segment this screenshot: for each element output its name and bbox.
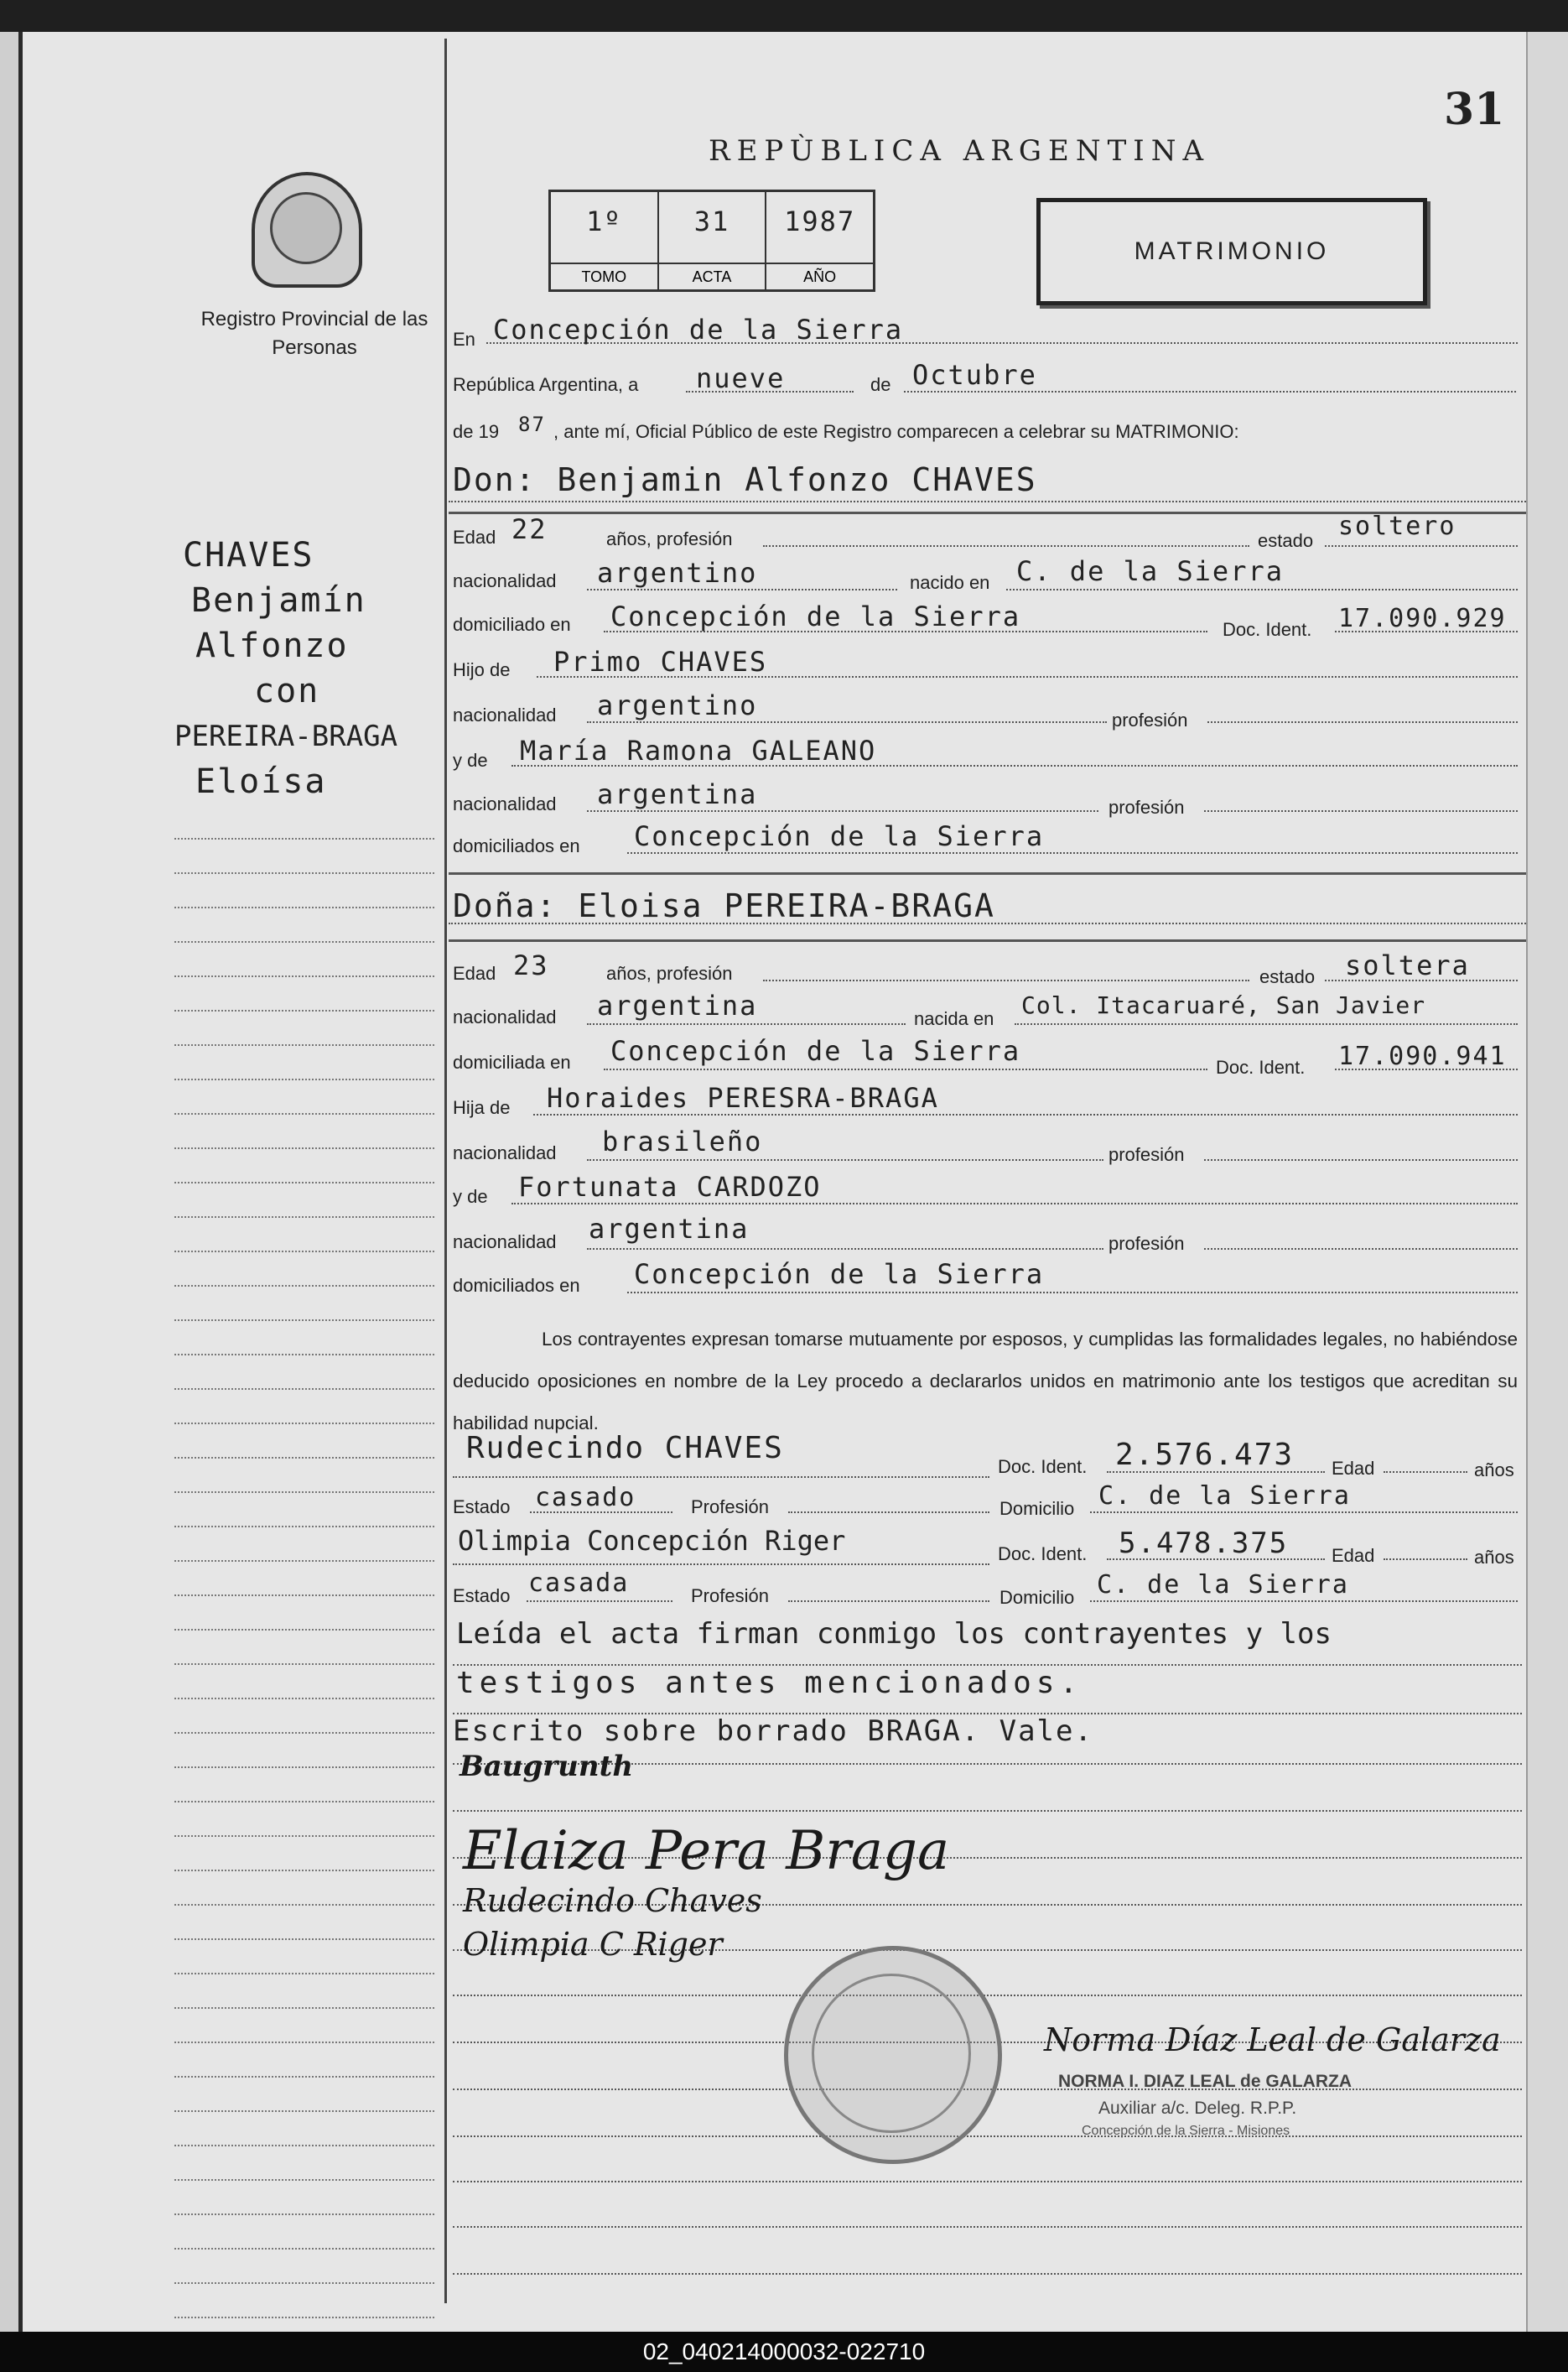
groom-name: Don: Benjamin Alfonzo CHAVES bbox=[453, 461, 1037, 498]
witness-doc-label: Doc. Ident. bbox=[998, 1543, 1088, 1564]
anio-cell bbox=[766, 192, 873, 289]
estado-label: estado bbox=[1259, 966, 1316, 987]
bride-name: Doña: Eloisa PEREIRA-BRAGA bbox=[453, 887, 995, 924]
anios-profesion-label: años, profesión bbox=[606, 963, 733, 984]
nacionalidad-label: nacionalidad bbox=[453, 1231, 557, 1252]
groom-nationality: argentino bbox=[597, 557, 758, 589]
margin-rule bbox=[444, 39, 447, 2303]
witness2-estado: casada bbox=[528, 1568, 630, 1598]
witness-edad-label: Edad bbox=[1332, 1458, 1375, 1479]
registry-name: Registro Provincial de las Personas bbox=[200, 308, 428, 359]
domiciliada-label: domiciliada en bbox=[453, 1052, 571, 1073]
nacionalidad-label: nacionalidad bbox=[453, 793, 557, 814]
groom-father-profession-field bbox=[1207, 696, 1518, 723]
witness1-signature: Rudecindo Chaves bbox=[463, 1882, 762, 1919]
margin-ruled-lines bbox=[174, 805, 434, 2318]
witness1-domicile: C. de la Sierra bbox=[1098, 1481, 1351, 1511]
nacionalidad-label: nacionalidad bbox=[453, 705, 557, 726]
witness2-age-field bbox=[1384, 1533, 1467, 1560]
witness-profesion-label: Profesión bbox=[691, 1585, 769, 1606]
witness2-profession-field bbox=[788, 1575, 989, 1602]
anio-value: 1987 bbox=[784, 205, 856, 237]
acta-label: ACTA bbox=[659, 263, 766, 289]
intro-year: 87 bbox=[518, 413, 546, 436]
witness-edad-label: Edad bbox=[1332, 1545, 1375, 1566]
witness-anios-label: años bbox=[1474, 1459, 1514, 1480]
y-de-label: y de bbox=[453, 750, 488, 771]
official-seal bbox=[784, 1946, 1002, 2164]
witness-doc-label: Doc. Ident. bbox=[998, 1456, 1088, 1477]
intro-month: Octubre bbox=[912, 359, 1037, 391]
margin-note-line: PEREIRA-BRAGA bbox=[174, 720, 398, 753]
groom-signature: Baugrunth bbox=[459, 1750, 634, 1783]
margin-note-line: Alfonzo bbox=[195, 627, 349, 665]
groom-profession-field bbox=[763, 520, 1249, 547]
margin-note bbox=[174, 533, 443, 804]
tomo-cell bbox=[551, 192, 659, 289]
bride-father-nationality: brasileño bbox=[602, 1126, 763, 1157]
witness1-estado: casado bbox=[535, 1483, 636, 1512]
scan-top-edge bbox=[0, 0, 1568, 32]
signature-line bbox=[453, 1966, 1522, 1996]
witness-anios-label: años bbox=[1474, 1547, 1514, 1568]
domiciliados-label: domiciliados en bbox=[453, 835, 580, 856]
signature-line bbox=[453, 2245, 1522, 2275]
nacido-label: nacido en bbox=[910, 572, 990, 593]
margin-note-line: Benjamín bbox=[191, 581, 366, 620]
bride-birthplace: Col. Itacaruaré, San Javier bbox=[1021, 991, 1426, 1019]
previous-page-edge bbox=[0, 32, 18, 2332]
de-label: de bbox=[870, 374, 891, 395]
groom-birthplace: C. de la Sierra bbox=[1016, 555, 1284, 587]
domiciliado-label: domiciliado en bbox=[453, 614, 571, 635]
witness2-signature: Olimpia C Riger bbox=[463, 1926, 723, 1963]
record-reference-box bbox=[548, 190, 875, 292]
profesion-label: profesión bbox=[1109, 1233, 1185, 1254]
edad-label: Edad bbox=[453, 527, 496, 548]
page-title: REPÙBLICA ARGENTINA bbox=[709, 134, 1211, 168]
bride-domicile: Concepción de la Sierra bbox=[610, 1035, 1021, 1067]
witness-domicilio-label: Domicilio bbox=[999, 1587, 1075, 1608]
witness2-name: Olimpia Concepción Riger bbox=[458, 1525, 846, 1557]
margin-note-line: CHAVES bbox=[183, 536, 314, 575]
witness2-doc: 5.478.375 bbox=[1119, 1527, 1289, 1560]
intro-place: Concepción de la Sierra bbox=[493, 314, 904, 346]
hija-label: Hija de bbox=[453, 1097, 511, 1118]
bride-nationality: argentina bbox=[597, 990, 758, 1022]
bride-signature: Elaiza Pera Braga bbox=[463, 1820, 950, 1882]
groom-age: 22 bbox=[511, 513, 548, 545]
year-prefix: de 19 bbox=[453, 421, 500, 442]
bride-age: 23 bbox=[513, 949, 549, 981]
officer-title: Auxiliar a/c. Deleg. R.P.P. bbox=[1098, 2099, 1297, 2118]
closing-line-2: testigos antes mencionados. bbox=[456, 1666, 1083, 1700]
acta-cell bbox=[659, 192, 767, 289]
bride-doc: 17.090.941 bbox=[1338, 1042, 1507, 1071]
signature-line bbox=[453, 2107, 1522, 2137]
bride-mother-nationality: argentina bbox=[589, 1213, 750, 1245]
witness-estado-label: Estado bbox=[453, 1496, 511, 1517]
groom-parents-domicile: Concepción de la Sierra bbox=[634, 820, 1045, 852]
margin-note-line: con bbox=[254, 672, 320, 710]
officer-place: Concepción de la Sierra - Misiones bbox=[1082, 2124, 1290, 2138]
closing-line-3: Escrito sobre borrado BRAGA. Vale. bbox=[453, 1714, 1093, 1748]
bride-mother: Fortunata CARDOZO bbox=[518, 1171, 822, 1203]
intro-text: , ante mí, Oficial Público de este Registro comparecen a celebrar su MATRIMONIO: bbox=[553, 421, 1239, 442]
hijo-label: Hijo de bbox=[453, 659, 511, 680]
officer-name: NORMA I. DIAZ LEAL de GALARZA bbox=[1058, 2072, 1352, 2091]
acta-value: 31 bbox=[693, 205, 730, 237]
bride-parents-domicile: Concepción de la Sierra bbox=[634, 1258, 1045, 1290]
y-de-label: y de bbox=[453, 1186, 488, 1207]
intro-day: nueve bbox=[696, 362, 786, 394]
groom-mother-profession-field bbox=[1204, 785, 1518, 812]
tomo-label: TOMO bbox=[551, 263, 657, 289]
page-number: 31 bbox=[1444, 84, 1505, 135]
witness-estado-label: Estado bbox=[453, 1585, 511, 1606]
groom-estado: soltero bbox=[1338, 512, 1456, 541]
page-right-edge bbox=[1526, 32, 1568, 2332]
bride-father: Horaides PERESRA-BRAGA bbox=[547, 1082, 939, 1114]
bride-profession-field bbox=[763, 955, 1249, 981]
tomo-value: 1º bbox=[586, 205, 622, 237]
estado-label: estado bbox=[1258, 530, 1314, 551]
groom-father-nationality: argentino bbox=[597, 689, 758, 721]
bride-estado: soltera bbox=[1345, 949, 1470, 981]
witness1-doc: 2.576.473 bbox=[1115, 1438, 1295, 1472]
witness2-domicile: C. de la Sierra bbox=[1097, 1570, 1349, 1600]
groom-doc: 17.090.929 bbox=[1338, 604, 1507, 633]
bride-mother-profession-field bbox=[1204, 1223, 1518, 1250]
officer-signature: Norma Díaz Leal de Galarza bbox=[1044, 2021, 1501, 2058]
profesion-label: profesión bbox=[1112, 710, 1188, 731]
nacionalidad-label: nacionalidad bbox=[453, 1142, 557, 1163]
scan-footer-id: 02_040214000032-022710 bbox=[0, 2332, 1568, 2372]
witness-domicilio-label: Domicilio bbox=[999, 1498, 1075, 1519]
witness-profesion-label: Profesión bbox=[691, 1496, 769, 1517]
republica-label: República Argentina, a bbox=[453, 374, 639, 395]
groom-mother: María Ramona GALEANO bbox=[520, 735, 877, 767]
nacionalidad-label: nacionalidad bbox=[453, 570, 557, 591]
groom-father: Primo CHAVES bbox=[553, 646, 768, 678]
signature-line bbox=[453, 1782, 1522, 1812]
bride-section-rule-top bbox=[449, 872, 1526, 875]
margin-note-line: Eloísa bbox=[195, 762, 327, 801]
province-emblem bbox=[252, 172, 362, 288]
edad-label: Edad bbox=[453, 963, 496, 984]
witness1-profession-field bbox=[788, 1486, 989, 1513]
doc-ident-label: Doc. Ident. bbox=[1216, 1057, 1306, 1078]
en-label: En bbox=[453, 329, 475, 350]
groom-mother-nationality: argentina bbox=[597, 778, 758, 810]
binding-spine bbox=[18, 32, 23, 2332]
doc-ident-label: Doc. Ident. bbox=[1223, 619, 1312, 640]
declaration-text: Los contrayentes expresan tomarse mutuamente por esposos, y cumplidas las formalidades legales, no habiéndose deducido oposiciones en nombre de la Ley procedo a declararlos unidos en matrimonio ante los testigos que acreditan su habilidad nupcial. bbox=[453, 1329, 1518, 1433]
bride-father-profession-field bbox=[1204, 1134, 1518, 1161]
witness1-age-field bbox=[1384, 1446, 1467, 1473]
groom-domicile: Concepción de la Sierra bbox=[610, 601, 1021, 632]
anios-profesion-label: años, profesión bbox=[606, 528, 733, 549]
signature-line bbox=[453, 2198, 1522, 2228]
nacida-label: nacida en bbox=[914, 1008, 994, 1029]
closing-line-1: Leída el acta firman conmigo los contrayentes y los bbox=[456, 1617, 1332, 1651]
profesion-label: profesión bbox=[1109, 1144, 1185, 1165]
domiciliados-label: domiciliados en bbox=[453, 1275, 580, 1296]
nacionalidad-label: nacionalidad bbox=[453, 1007, 557, 1027]
bride-section-rule bbox=[449, 939, 1526, 942]
witness1-name: Rudecindo CHAVES bbox=[466, 1431, 784, 1465]
signature-line bbox=[453, 2152, 1522, 2182]
record-type-box: MATRIMONIO bbox=[1036, 198, 1427, 305]
profesion-label: profesión bbox=[1109, 797, 1185, 818]
anio-label: AÑO bbox=[766, 263, 873, 289]
